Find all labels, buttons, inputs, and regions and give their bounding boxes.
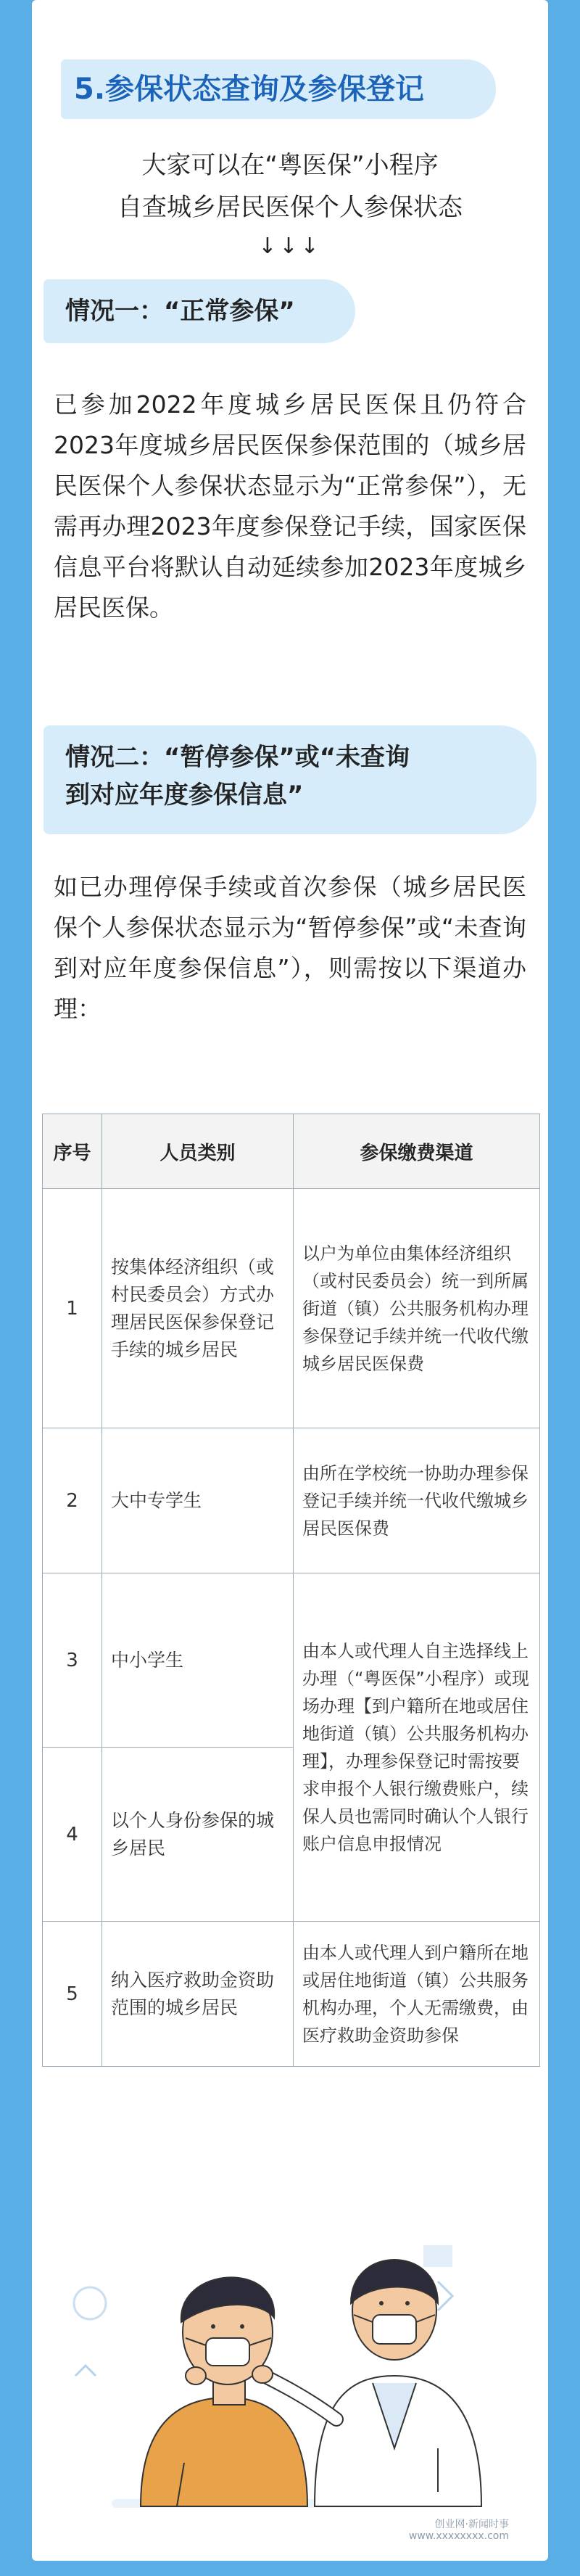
header-number: 序号	[43, 1114, 102, 1189]
case-two-title-line-1: 情况二：“暂停参保”或“未查询	[65, 743, 410, 772]
row-number: 5	[43, 1922, 102, 2067]
table-row	[43, 1428, 540, 1573]
table-row	[43, 1573, 540, 1748]
case-two-title	[44, 725, 536, 834]
watermark-line-1: 创业网·新闻时事	[434, 2519, 509, 2530]
header-channel: 参保缴费渠道	[294, 1114, 540, 1189]
intro-line-1: 大家可以在“粤医保”小程序	[141, 151, 439, 180]
table-row	[43, 1189, 540, 1428]
row-channel: 由本人或代理人自主选择线上办理（“粤医保”小程序）或现场办理【到户籍所在地或居住地街道（镇）公共服务机构办理】，办理参保登记时需按要求申报个人银行缴费账户，续保人员也需同时确认个人银行账户信息申报情况	[294, 1573, 540, 1922]
case-one-title: 情况一：“正常参保”	[44, 279, 355, 343]
row-number: 4	[43, 1748, 102, 1922]
table-row	[43, 1922, 540, 2067]
row-number: 1	[43, 1189, 102, 1428]
row-channel: 由本人或代理人到户籍所在地或居住地街道（镇）公共服务机构办理，个人无需缴费，由医疗救助金资助参保	[294, 1922, 540, 2067]
case-two-paragraph: 如已办理停保手续或首次参保（城乡居民医保个人参保状态显示为“暂停参保”或“未查询到对应年度参保信息”），则需按以下渠道办理：	[54, 873, 526, 1023]
section-title: 5.参保状态查询及参保登记	[61, 59, 496, 119]
row-category: 中小学生	[102, 1573, 294, 1748]
table-header-row	[43, 1114, 540, 1189]
enrollment-channel-table	[42, 1114, 540, 2067]
header-category: 人员类别	[102, 1114, 294, 1189]
watermark	[409, 2519, 509, 2542]
down-arrows-icon: ↓↓↓	[258, 234, 322, 259]
row-category: 按集体经济组织（或村民委员会）方式办理居民医保参保登记手续的城乡居民	[102, 1189, 294, 1428]
row-channel: 以户为单位由集体经济组织（或村民委员会）统一到所属街道（镇）公共服务机构办理参保登记手续并统一代收代缴城乡居民医保费	[294, 1189, 540, 1428]
case-two-title-line-2: 到对应年度参保信息”	[65, 781, 304, 810]
row-category: 以个人身份参保的城乡居民	[102, 1748, 294, 1922]
intro-line-2: 自查城乡居民医保个人参保状态	[117, 193, 463, 222]
row-channel: 由所在学校统一协助办理参保登记手续并统一代收代缴城乡居民医保费	[294, 1428, 540, 1573]
row-number: 2	[43, 1428, 102, 1573]
row-category: 纳入医疗救助金资助范围的城乡居民	[102, 1922, 294, 2067]
row-category: 大中专学生	[102, 1428, 294, 1573]
patient-doctor-illustration	[32, 2158, 548, 2550]
case-one-paragraph: 已参加2022年度城乡居民医保且仍符合2023年度城乡居民医保参保范围的（城乡居民医保个人参保状态显示为“正常参保”），无需再办理2023年度参保登记手续，国家医保信息平台将默认自动延续参加2023年度城乡居民医保。	[54, 390, 526, 622]
row-number: 3	[43, 1573, 102, 1748]
watermark-line-2: www.xxxxxxxx.com	[408, 2530, 509, 2542]
content-card	[32, 0, 548, 2561]
